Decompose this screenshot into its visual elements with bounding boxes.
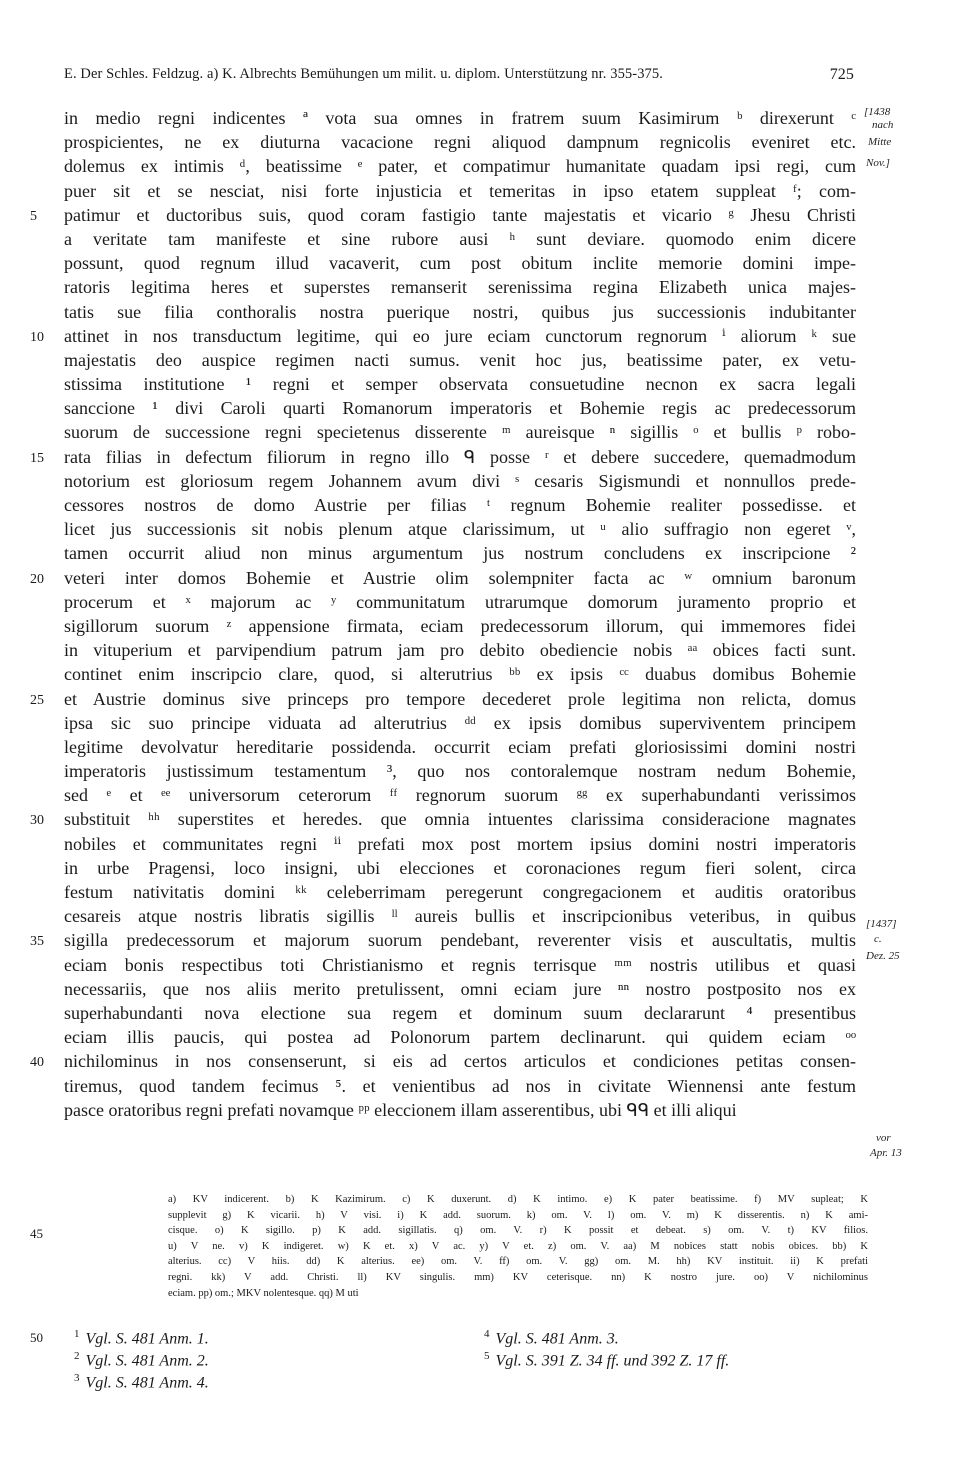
line-text: imperatoris justissimum testamentum ³, quo nos contoralemque nostram nedum Bohemie, — [64, 761, 856, 782]
margin-note-date-3 — [870, 1132, 902, 1160]
line-text: sigilla predecessorum et majorum suorum pendebant, reverenter visis et auscultatis, multis — [64, 930, 856, 951]
text-line — [64, 348, 856, 372]
reference-note — [484, 1350, 729, 1370]
text-line — [64, 1098, 856, 1122]
line-number: 5 — [30, 208, 37, 224]
line-number: 20 — [30, 571, 44, 587]
main-text-block — [30, 106, 856, 1122]
line-text: nobiles et communitates regni ⁱⁱ prefati mox post mortem ipsius domini nostri imperatoris — [64, 833, 856, 854]
text-line — [64, 638, 856, 662]
text-line — [64, 711, 856, 735]
line-text: sigillorum suorum ᶻ appensione firmata, eciam predecessorum illorum, qui immemores fidei — [64, 615, 856, 636]
margin-note-line: [1438 — [864, 106, 891, 118]
line-text: patimur et ductoribus suis, quod coram fastigio tante majestatis et vicario ᵍ Jhesu Christi — [64, 204, 856, 225]
reference-text: Vgl. S. 481 Anm. 2. — [85, 1352, 209, 1370]
text-line — [64, 130, 856, 154]
reference-number: 4 — [484, 1328, 490, 1340]
margin-note-line: c. — [874, 933, 882, 945]
line-number: 40 — [30, 1055, 44, 1071]
critical-apparatus — [168, 1192, 868, 1301]
line-text: veteri inter domos Bohemie et Austrie olim solempniter facta ac ʷ omnium baronum — [64, 567, 856, 588]
line-text: procerum et ˣ majorum ac ʸ communitatum utrarumque domorum juramento proprio et — [64, 591, 856, 612]
line-text: notorium est gloriosum regem Johannem avum divi ˢ cesaris Sigismundi et nonnullos prede- — [64, 470, 856, 491]
margin-note-line: Nov.] — [866, 157, 890, 169]
text-line — [64, 614, 856, 638]
running-header — [64, 66, 864, 83]
text-line — [64, 759, 856, 783]
line-text: et Austrie dominus sive princeps pro tempore decederet prole legitima non relicta, domus — [64, 688, 856, 709]
apparatus-line: eciam. pp) om.; MKV nolentesque. qq) M uti — [168, 1287, 359, 1299]
text-line — [64, 590, 856, 614]
apparatus-line: alterius. cc) V hiis. dd) K alterius. ee) om. V. ff) om. V. gg) om. M. hh) KV instituit. ii) K prefati — [168, 1256, 868, 1268]
line-text: tatis sue filia conthoralis nostra puerique nostri, quibus jus successionis indubitanter — [64, 301, 856, 322]
line-text: ipsa sic suo principe viduata ad alterutrius ᵈᵈ ex ipsis domibus superviventem principem — [64, 712, 856, 733]
line-text: a veritate tam manifeste et sine rubore ausi ʰ sunt deviare. quomodo enim dicere — [64, 228, 856, 249]
line-text: ratoris legitima heres et superstes remanserit serenissima regina Elizabeth unica majes- — [64, 277, 856, 298]
line-text: eciam bonis respectibus toti Christianismo et regnis terrisque ᵐᵐ nostris utilibus et quasi — [64, 954, 856, 975]
reference-number: 3 — [74, 1372, 80, 1384]
text-line — [64, 783, 856, 807]
text-line — [64, 662, 856, 686]
line-text: rata filias in defectum filiorum in regno illo ᑫ posse ʳ et debere succedere, quemadmodum — [64, 446, 856, 467]
reference-text: Vgl. S. 481 Anm. 3. — [495, 1330, 619, 1348]
text-line — [30, 687, 856, 711]
text-line — [64, 420, 856, 444]
margin-note-line: Apr. 13 — [870, 1147, 902, 1159]
reference-note — [74, 1328, 209, 1348]
line-number-45: 45 — [30, 1226, 43, 1241]
line-text: superhabundanti nova electione sua regem et dominum suum declararunt ⁴ presentibus — [64, 1002, 856, 1023]
line-text: in vituperium et parvipendium patrum jam pro debito obediencie nobis ᵃᵃ obices facti sunt. — [64, 640, 856, 661]
apparatus-line: regni. kk) V add. Christi. ll) KV singulis. mm) KV ceterisque. nn) K nostro jure. oo) V nichilominus — [168, 1271, 868, 1283]
text-line — [30, 928, 856, 952]
line-text: licet jus successionis sit nobis plenum atque clarissimum, ut ᵘ alio suffragio non egeret ᵛ, — [64, 519, 856, 540]
line-text: sed ᵉ et ᵉᵉ universorum ceterorum ᶠᶠ regnorum suorum ᵍᵍ ex superhabundanti verissimos — [64, 785, 856, 806]
text-line — [30, 203, 856, 227]
text-line — [64, 227, 856, 251]
line-number: 15 — [30, 450, 44, 466]
text-line — [30, 1049, 856, 1073]
line-text: possunt, quod regnum illud vacaverit, cum post obitum inclite memorie domini impe- — [64, 253, 856, 274]
apparatus-line: supplevit g) K vicarii. h) V visi. i) K add. suorum. k) om. V. l) om. V. m) K disserentis. n) K ami- — [168, 1209, 868, 1221]
text-line — [64, 300, 856, 324]
line-number: 10 — [30, 329, 44, 345]
line-text: in urbe Pragensi, loco insigni, ubi elecciones et coronaciones regum fieri solent, circa — [64, 857, 856, 878]
text-line — [64, 953, 856, 977]
text-line — [64, 977, 856, 1001]
line-text: necessariis, que nos aliis merito pretulissent, omni eciam jure ⁿⁿ nostro postposito nos ex — [64, 978, 856, 999]
text-line — [30, 566, 856, 590]
margin-note-line: Mitte — [868, 136, 892, 148]
reference-text: Vgl. S. 481 Anm. 4. — [85, 1374, 209, 1392]
margin-note-date-1 — [864, 106, 893, 170]
line-text: suorum de successione regni specietenus disserente ᵐ aureisque ⁿ sigillis ᵒ et bullis ᵖ robo- — [64, 422, 856, 443]
text-line — [64, 396, 856, 420]
line-text: puer sit et se nesciat, nisi forte injusticia et temeritas in ipso etatem suppleat ᶠ; com- — [64, 180, 856, 201]
reference-text: Vgl. S. 481 Anm. 1. — [85, 1330, 209, 1348]
apparatus-line: cisque. o) K sigillo. p) K add. sigillatis. q) om. V. r) K possit et debeat. s) om. V. t) KV filios. — [168, 1225, 868, 1237]
text-line — [64, 904, 856, 928]
line-text: dolemus ex intimis ᵈ, beatissime ᵉ pater, et compatimur humanitate quadam ipsi regi, cum — [64, 156, 856, 177]
text-line — [64, 735, 856, 759]
text-line — [64, 1001, 856, 1025]
reference-number: 2 — [74, 1350, 80, 1362]
line-text: festum nativitatis domini ᵏᵏ celeberrimam peregerunt congregacionem et auditis oratoribus — [64, 882, 856, 902]
line-text: stissima institutione ¹ regni et semper observata consuetudine necnon ex sacra legali — [64, 374, 856, 395]
line-text: majestatis deo auspice regimen nacti sumus. venit hoc jus, beatissime pater, ex vetu- — [64, 349, 856, 370]
text-line — [30, 807, 856, 831]
line-text: cesareis atque nostris libratis sigillis ˡˡ aureis bullis et inscripcionibus veteribus, in quibus — [64, 906, 856, 927]
line-text: in medio regni indicentes ª vota sua omnes in fratrem suum Kasimirum ᵇ direxerunt ᶜ — [64, 108, 856, 128]
running-title: E. Der Schles. Feldzug. a) K. Albrechts Bemühungen um milit. u. diplom. Unterstützung nr. 355-375. — [64, 66, 663, 82]
line-text: tiremus, quod tandem fecimus ⁵. et venientibus ad nos in civitate Wiennensi ante festum — [64, 1075, 856, 1096]
line-text: cessores nostros de domo Austrie per filias ᵗ regnum Bohemie realiter possedisse. et — [64, 495, 856, 515]
text-line — [30, 445, 856, 469]
text-line — [64, 1025, 856, 1049]
reference-text: Vgl. S. 391 Z. 34 ff. und 392 Z. 17 ff. — [495, 1352, 730, 1370]
line-number: 30 — [30, 813, 44, 829]
margin-note-line: Dez. 25 — [866, 950, 900, 962]
line-text: nichilominus in nos consenserunt, si eis ad certos articulos et condiciones petitas consen- — [64, 1051, 856, 1072]
reference-note — [74, 1350, 209, 1370]
text-line — [64, 493, 856, 517]
line-text: continet enim inscripcio clare, quod, si alterutrius ᵇᵇ ex ipsis ᶜᶜ duabus domibus Bohemie — [64, 664, 856, 685]
text-line — [64, 880, 856, 904]
line-text: sanccione ¹ divi Caroli quarti Romanorum imperatoris et Bohemie regis ac predecessorum — [64, 398, 856, 419]
apparatus-line: u) V ne. v) K indigeret. w) K et. x) V ac. y) V et. z) om. V. aa) M nobices statt nobis obices. bb) K — [168, 1240, 868, 1252]
line-number: 25 — [30, 692, 44, 708]
text-line — [64, 541, 856, 565]
reference-number: 5 — [484, 1350, 490, 1362]
text-line — [64, 179, 856, 203]
line-text: substituit ʰʰ superstites et heredes. que omnia intuentes clarissima consideracione magnates — [64, 809, 856, 830]
reference-number: 1 — [74, 1328, 80, 1340]
line-text: eciam illis paucis, qui postea ad Polonorum partem declinarunt. qui quidem eciam ᵒᵒ — [64, 1027, 856, 1048]
reference-note — [484, 1328, 619, 1348]
margin-note-date-2 — [866, 918, 900, 963]
text-line — [64, 856, 856, 880]
text-line — [64, 469, 856, 493]
text-line — [64, 517, 856, 541]
margin-note-line: nach — [872, 119, 894, 131]
reference-note — [74, 1372, 209, 1392]
margin-note-line: vor — [876, 1132, 891, 1144]
text-line — [64, 372, 856, 396]
text-line — [30, 324, 856, 348]
text-line — [64, 106, 856, 130]
text-line — [64, 275, 856, 299]
line-text: tamen occurrit aliud non minus argumentum jus nostrum concludens ex inscripcione ² — [64, 543, 856, 564]
apparatus-line: a) KV indicerent. b) K Kazimirum. c) K duxerunt. d) K intimo. e) K pater beatissime. f) MV supleat; K — [168, 1194, 868, 1205]
line-text: pasce oratoribus regni prefati novamque ᵖᵖ eleccionem illam asserentibus, ubi ᑫᑫ et illi aliqui — [64, 1099, 737, 1120]
text-line — [64, 832, 856, 856]
line-text: prospicientes, ne ex diuturna vacacione regni aliquod dampnum regnicolis eveniret etc. — [64, 132, 856, 153]
line-number-50: 50 — [30, 1330, 43, 1345]
text-line — [64, 1074, 856, 1098]
text-line — [64, 154, 856, 178]
line-text: attinet in nos transductum legitime, qui eo jure eciam cunctorum regnorum ⁱ aliorum ᵏ sue — [64, 325, 856, 346]
page-number: 725 — [829, 66, 854, 83]
margin-note-line: [1437] — [866, 918, 897, 930]
text-line — [64, 251, 856, 275]
line-text: legitime devolvatur hereditarie possidenda. occurrit eciam prefati gloriosissimi domini nostri — [64, 736, 856, 757]
line-number: 35 — [30, 934, 44, 950]
